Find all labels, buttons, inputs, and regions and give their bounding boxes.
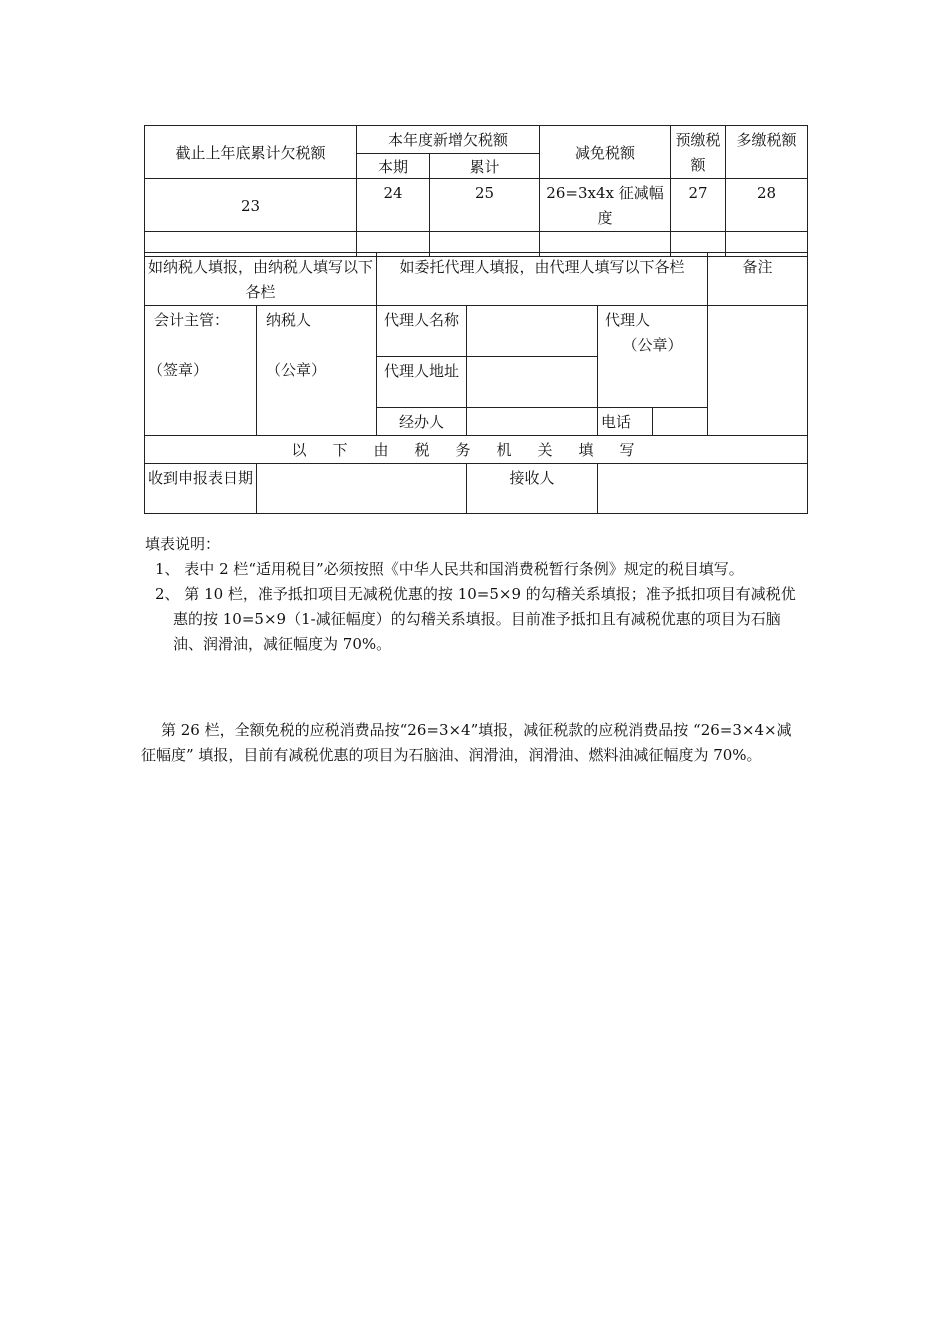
header-overpaid: 多缴税额 [726,126,808,179]
instructions-title: 填表说明： [145,535,221,553]
tax-authority-header: 以下由税务机关填写 [145,436,808,464]
remarks-field[interactable] [708,306,808,436]
instruction-item-1: 1、 表中 2 栏“适用税目”必须按照《中华人民共和国消费税暂行条例》规定的税目填写。 [155,560,744,578]
column-number-26: 26=3x4x 征减幅度 [540,179,671,232]
header-current-period: 本期 [357,154,430,179]
column-number-25: 25 [430,179,540,232]
filer-info-table [144,252,808,514]
receiver-label: 接收人 [467,464,598,514]
taxpayer-fill-note: 如纳税人填报，由纳税人填写以下各栏 [145,253,377,306]
taxpayer-label: 纳税人 [266,311,312,329]
receiver-field[interactable] [598,464,808,514]
agent-name-field[interactable] [467,306,598,357]
signature-seal-label: （签章） [148,361,209,379]
agent-address-field[interactable] [467,357,598,408]
tax-columns-table [144,125,808,257]
accounting-supervisor-label: 会计主管： [154,311,230,329]
received-date-label: 收到申报表日期 [145,464,257,514]
official-seal-label: （公章） [266,361,327,379]
phone-field[interactable] [653,408,708,436]
header-cumulative-arrears: 截止上年底累计欠税额 [145,126,357,179]
handler-field[interactable] [467,408,598,436]
header-reduction: 减免税额 [540,126,671,179]
column-number-24: 24 [357,179,430,232]
column-number-23: 23 [145,179,357,232]
agent-address-label: 代理人地址 [377,357,467,408]
agent-fill-note: 如委托代理人填报，由代理人填写以下各栏 [377,253,708,306]
column-number-27: 27 [671,179,726,232]
received-date-field[interactable] [257,464,467,514]
handler-label: 经办人 [377,408,467,436]
agent-label: 代理人 [605,311,651,329]
accounting-supervisor-cell[interactable] [145,306,257,436]
agent-name-label: 代理人名称 [377,306,467,357]
agent-cell[interactable] [598,306,708,408]
instruction-column-26: 第 26 栏，全额免税的应税消费品按“26=3×4”填报，减征税款的应税消费品按 “26=3×4×减征幅度” 填报，目前有减税优惠的项目为石脑油、润滑油，润滑油、燃料油减征幅度为 70%。 [141,721,792,764]
header-prepaid: 预缴税额 [671,126,726,179]
header-cumulative: 累计 [430,154,540,179]
remarks-label: 备注 [708,253,808,306]
phone-label: 电话 [598,408,653,436]
instruction-item-2: 2、 第 10 栏，准予抵扣项目无减税优惠的按 10=5×9 的勾稽关系填报；准予抵扣项目有减税优惠的按 10=5×9（1-减征幅度）的勾稽关系填报。目前准予抵扣且有减税优惠的项目为石脑油、润滑油，减征幅度为 70%。 [155,585,796,653]
taxpayer-cell[interactable] [257,306,377,436]
instructions [141,532,810,764]
agent-seal-label: （公章） [622,336,683,354]
column-number-28: 28 [726,179,808,232]
header-new-arrears: 本年度新增欠税额 [357,126,540,154]
